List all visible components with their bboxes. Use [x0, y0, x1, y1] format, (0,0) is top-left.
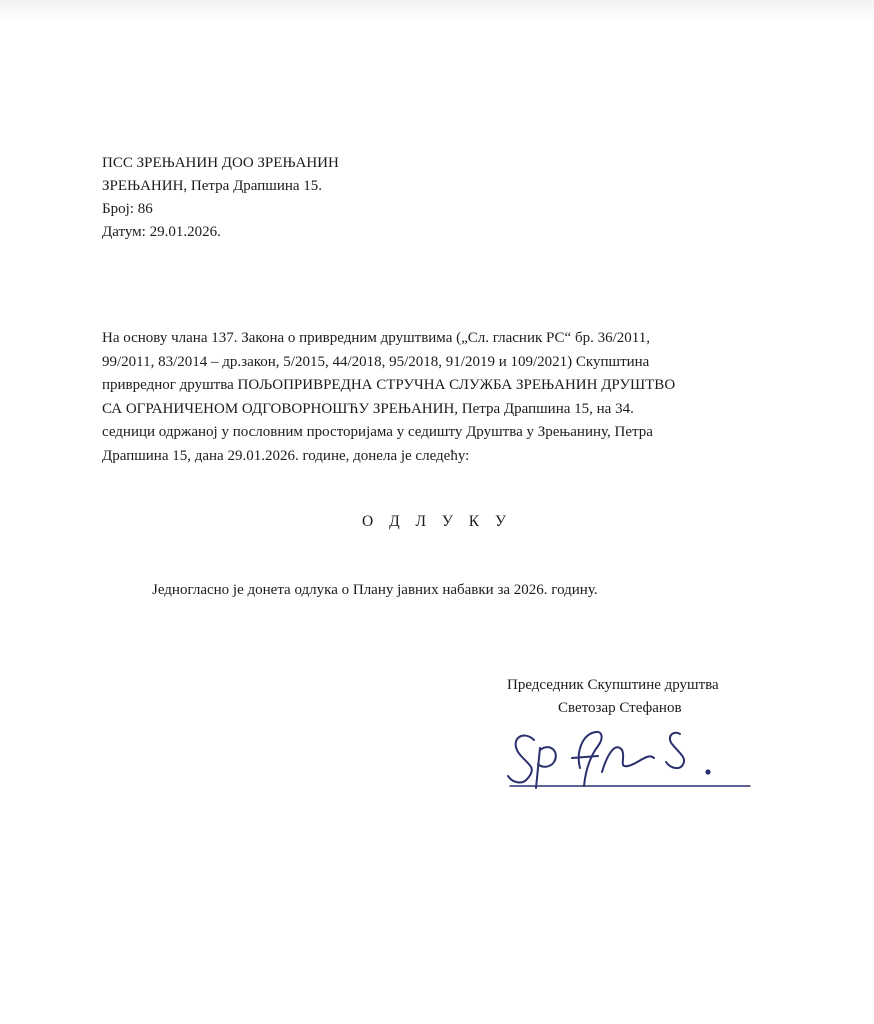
preamble-line: привредног друштва ПОЉОПРИВРЕДНА СТРУЧНА СЛУЖБА ЗРЕЊАНИН ДРУШТВО [102, 377, 676, 393]
signatory-name: Светозар Стефанов [558, 700, 682, 716]
signatory-role: Председник Скупштине друштва [507, 677, 719, 693]
document-title: О Д Л У К У [362, 513, 512, 530]
preamble-line: СА ОГРАНИЧЕНОМ ОДГОВОРНОШЋУ ЗРЕЊАНИН, Петра Драпшина 15, на 34. [102, 400, 634, 417]
preamble-line: 99/2011, 83/2014 – др.закон, 5/2015, 44/2018, 95/2018, 91/2019 и 109/2021) Скупштина [102, 353, 650, 370]
handwritten-signature-icon [498, 712, 758, 802]
decision-text: Једногласно је донета одлука о Плану јавних набавки за 2026. годину. [152, 582, 598, 598]
document-number: Број: 86 [102, 201, 153, 217]
scan-edge [0, 0, 874, 22]
preamble-paragraph [102, 327, 782, 468]
preamble-line: На основу члана 137. Закона о привредним друштвима („Сл. гласник РС“ бр. 36/2011, [102, 330, 650, 346]
preamble-line: седници одржаној у пословним просторијама у седишту Друштва у Зрењанину, Петра [102, 424, 653, 440]
company-address: ЗРЕЊАНИН, Петра Драпшина 15. [102, 178, 323, 194]
document-date: Датум: 29.01.2026. [102, 224, 221, 240]
company-name: ПСС ЗРЕЊАНИН ДОО ЗРЕЊАНИН [102, 155, 339, 171]
preamble-line: Драпшина 15, дана 29.01.2026. године, донела је следећу: [102, 447, 470, 464]
document-header [102, 152, 339, 244]
